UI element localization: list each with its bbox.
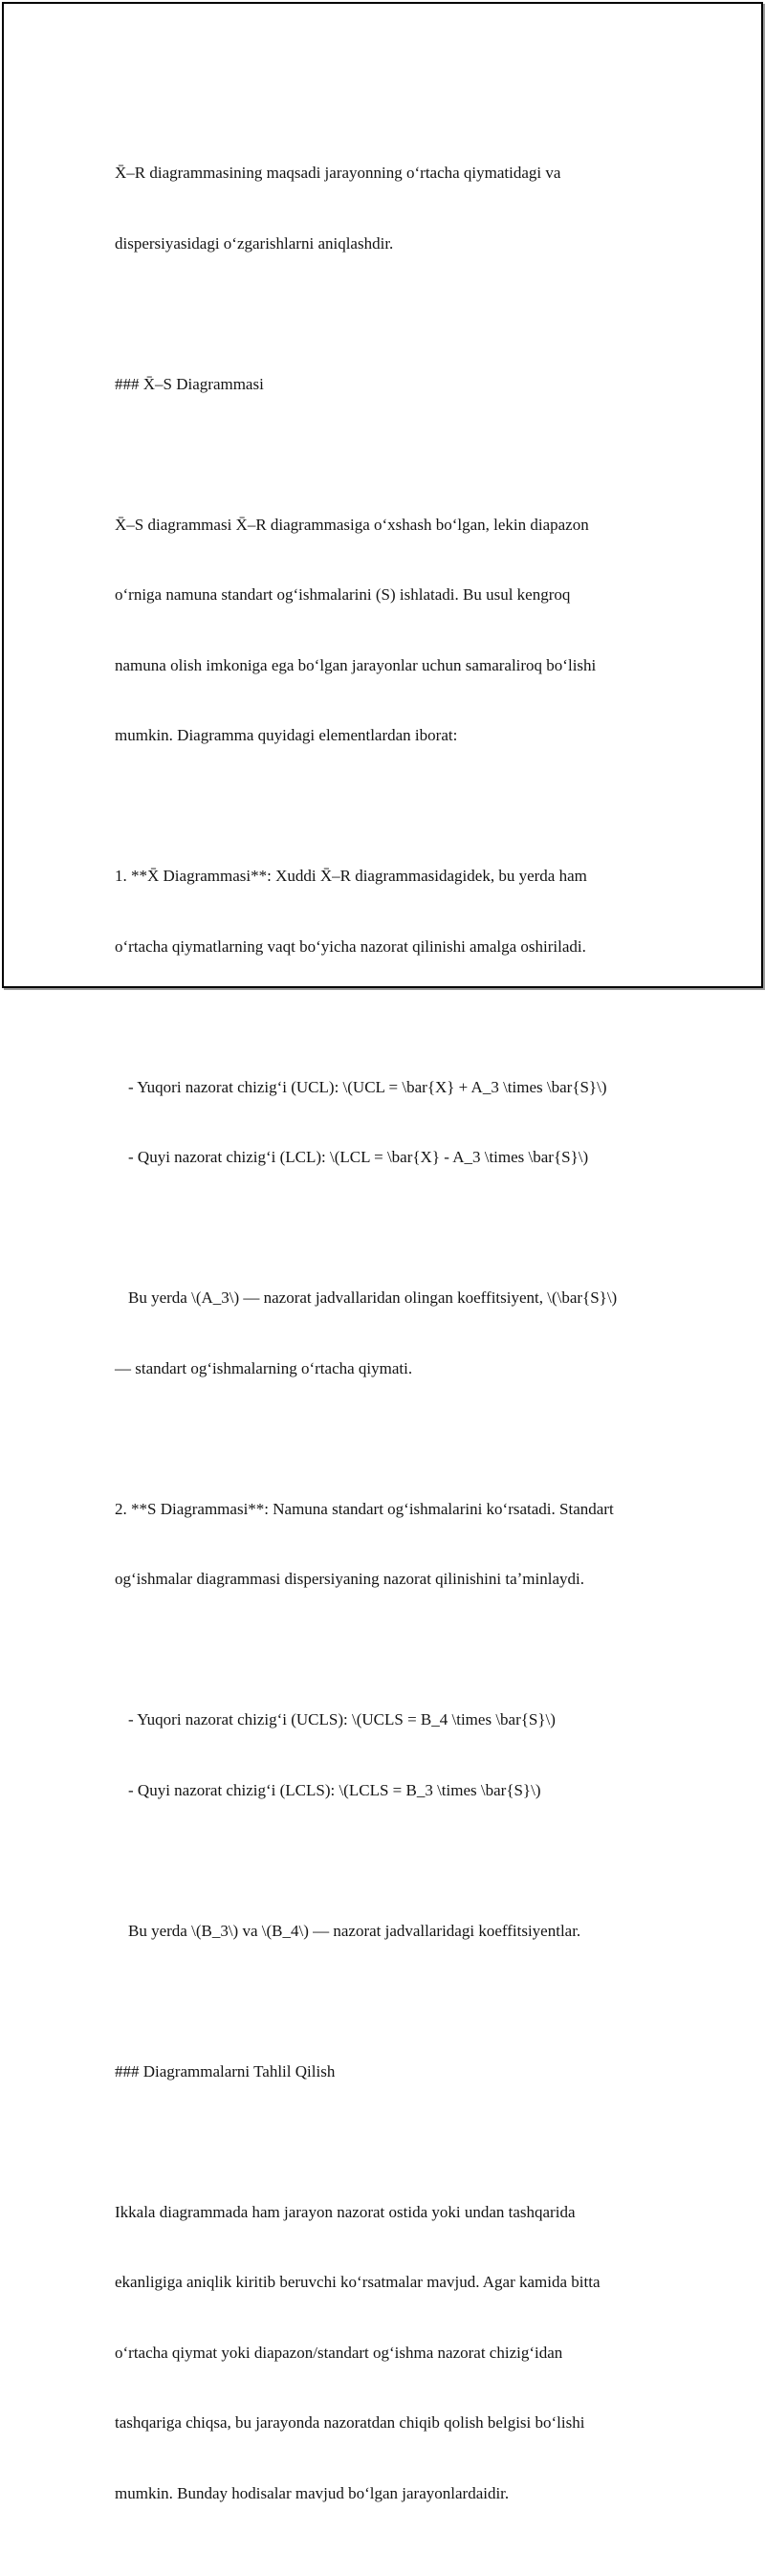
item1-note bbox=[115, 1240, 688, 1427]
document-page bbox=[2, 2, 763, 2502]
heading-text: ### Diagrammalarni Tahlil Qilish bbox=[115, 2061, 336, 2081]
text-line: dispersiyasidagi oʻzgarishlarni aniqlashdir. bbox=[115, 233, 394, 253]
bullet-lcl: - Quyi nazorat chizigʻi (LCL): \(LCL = \bar{X} - A_3 \times \bar{S}\) bbox=[128, 1148, 589, 1166]
text-line: tashqariga chiqsa, bu jarayonda nazoratdan chiqib qolish belgisi boʻlishi bbox=[115, 2413, 585, 2432]
text-line: Ikkala diagrammada ham jarayon nazorat ostida yoki undan tashqarida bbox=[115, 2202, 576, 2221]
text-line: oʻrtacha qiymat yoki diapazon/standart ogʻishma nazorat chizigʻidan bbox=[115, 2343, 563, 2362]
text-line: namuna olish imkoniga ega boʻlgan jarayonlar uchun samaraliroq boʻlishi bbox=[115, 655, 597, 674]
item1-bullets bbox=[115, 1029, 688, 1217]
item2-bullets bbox=[115, 1662, 688, 1849]
list-item-2 bbox=[115, 1451, 688, 1639]
bullet-lcls: - Quyi nazorat chizigʻi (LCLS): \(LCLS = B_3 \times \bar{S}\) bbox=[128, 1780, 541, 1799]
text-line: — standart ogʻishmalarning oʻrtacha qiymati. bbox=[115, 1358, 413, 1377]
document-body bbox=[115, 115, 688, 2576]
text-line: oʻrtacha qiymatlarning vaqt boʻyicha nazorat qilinishi amalga oshiriladi. bbox=[115, 936, 586, 956]
xs-paragraph bbox=[115, 467, 688, 795]
text-line: X̄–R diagrammasining maqsadi jarayonning oʻrtacha qiymatidagi va bbox=[115, 164, 561, 182]
text-line: 1. **X̄ Diagrammasi**: Xuddi X̄–R diagrammasidagidek, bu yerda ham bbox=[115, 867, 587, 885]
text-line: oʻrniga namuna standart ogʻishmalarini (S) ishlatadi. Bu usul kengroq bbox=[115, 585, 571, 604]
text-line: X̄–S diagrammasi X̄–R diagrammasiga oʻxshash boʻlgan, lekin diapazon bbox=[115, 515, 589, 534]
text-line: Bu yerda \(B_3\) va \(B_4\) — nazorat jadvallaridagi koeffitsiyentlar. bbox=[128, 1921, 581, 1940]
text-line: ogʻishmalar diagrammasi dispersiyaning nazorat qilinishini taʼminlaydi. bbox=[115, 1570, 584, 1588]
section-heading-analysis bbox=[115, 2014, 688, 2131]
text-line: Bu yerda \(A_3\) — nazorat jadvallaridan olingan koeffitsiyent, \(\bar{S}\) bbox=[128, 1288, 618, 1307]
text-line: mumkin. Bunday hodisalar mavjud boʻlgan jarayonlardaidir. bbox=[115, 2483, 510, 2502]
text-line: ekanligiga aniqlik kiritib beruvchi koʻrsatmalar mavjud. Agar kamida bitta bbox=[115, 2273, 601, 2291]
analysis-paragraph bbox=[115, 2154, 688, 2553]
bullet-ucls: - Yuqori nazorat chizigʻi (UCLS): \(UCLS = B_4 \times \bar{S}\) bbox=[128, 1710, 556, 1728]
text-line: mumkin. Diagramma quyidagi elementlardan iborat: bbox=[115, 726, 458, 744]
list-item-1 bbox=[115, 818, 688, 1005]
text-line: 2. **S Diagrammasi**: Namuna standart ogʻishmalarini koʻrsatadi. Standart bbox=[115, 1499, 614, 1518]
bullet-ucl: - Yuqori nazorat chizigʻi (UCL): \(UCL = \bar{X} + A_3 \times \bar{S}\) bbox=[128, 1077, 607, 1096]
section-heading-xs bbox=[115, 326, 688, 444]
item2-note bbox=[115, 1873, 688, 1991]
heading-text: ### X̄–S Diagrammasi bbox=[115, 374, 264, 393]
intro-paragraph bbox=[115, 115, 688, 302]
